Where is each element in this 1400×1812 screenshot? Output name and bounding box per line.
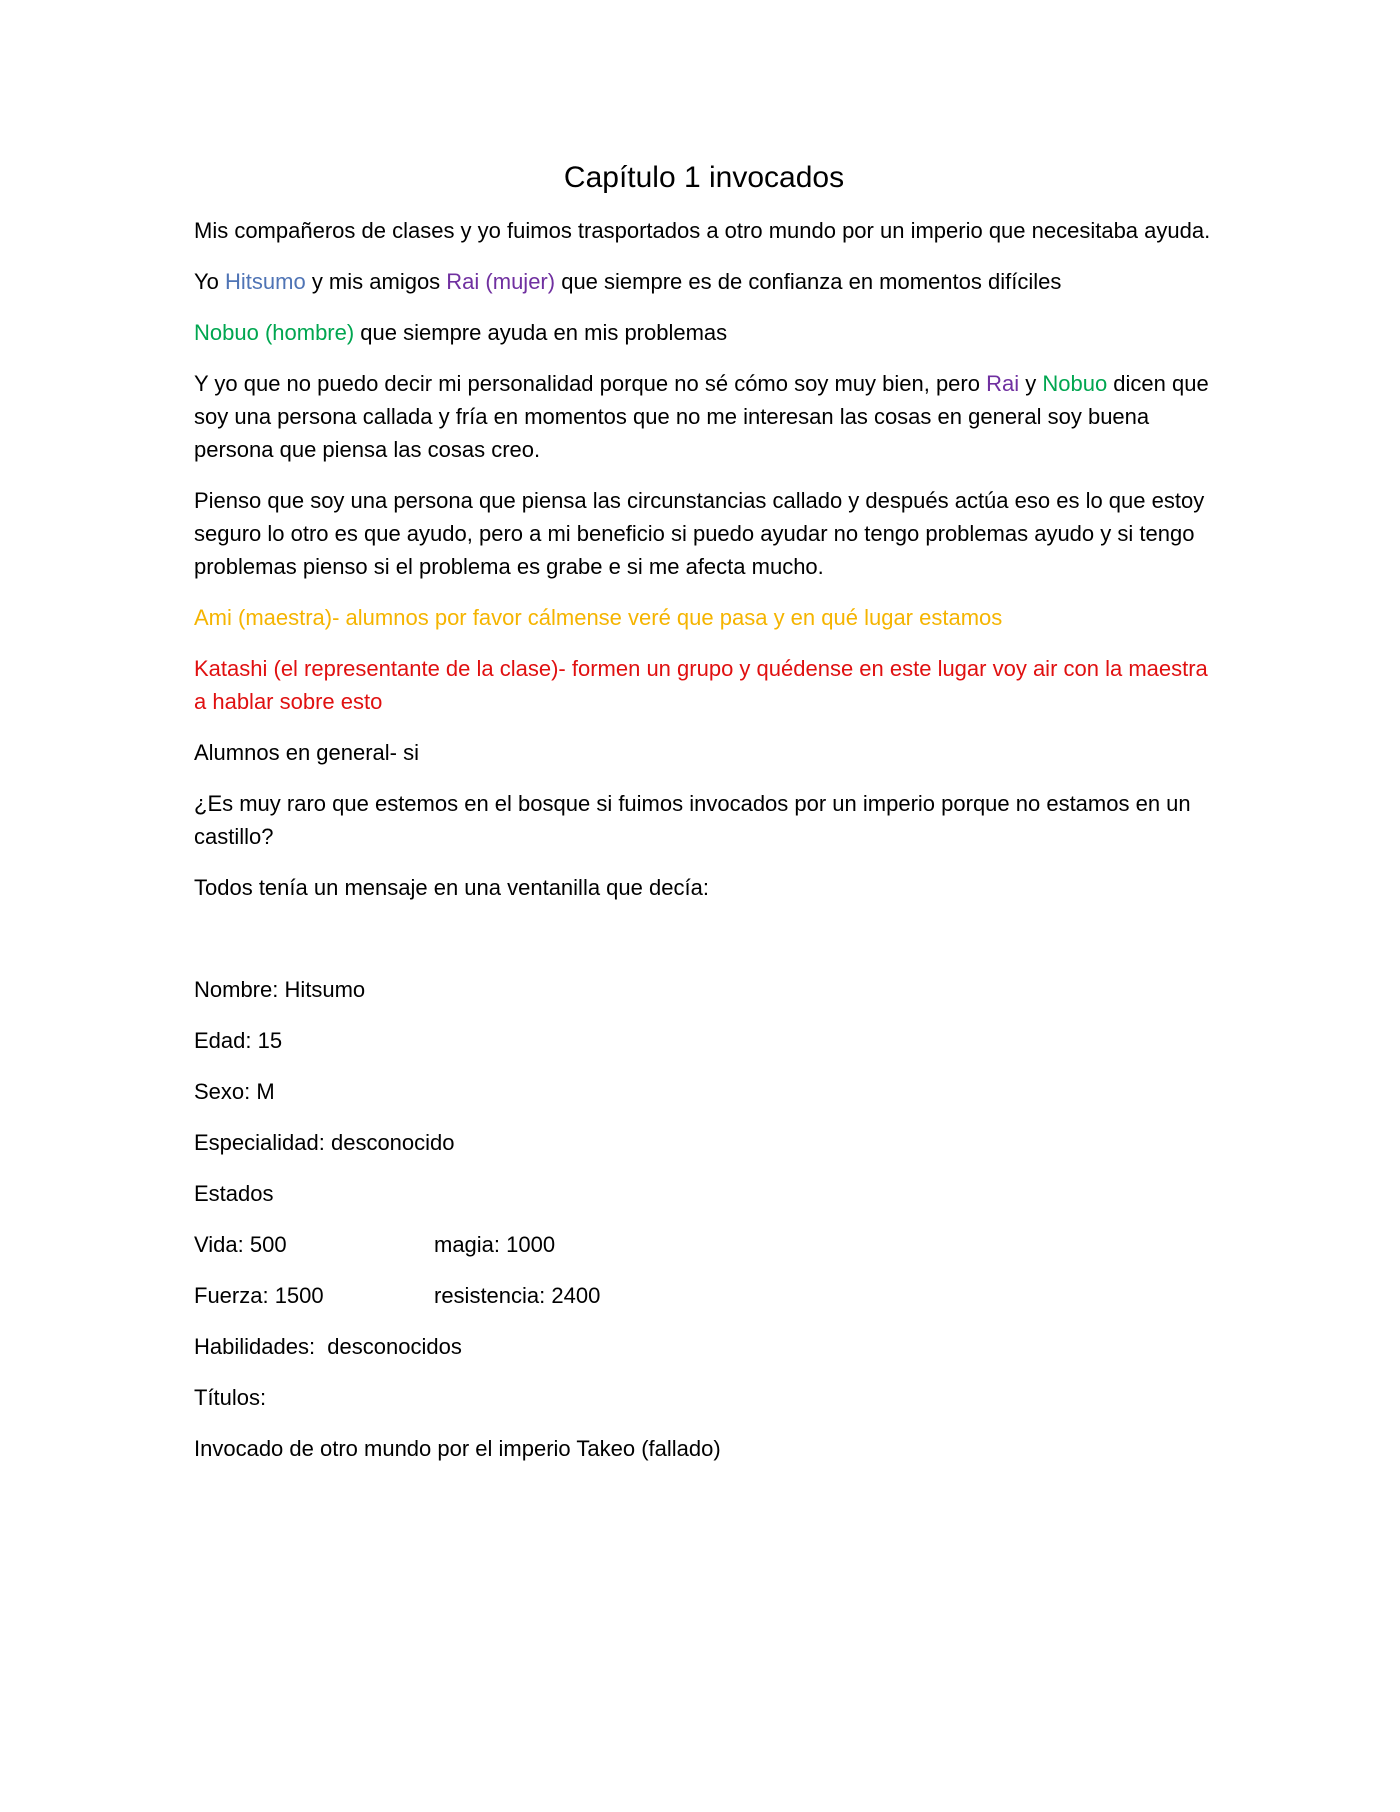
status-row-vida-magia bbox=[194, 1228, 1214, 1261]
text-run: y mis amigos bbox=[305, 269, 447, 294]
dialogue-students: Alumnos en general- si bbox=[194, 740, 420, 765]
document-body bbox=[194, 158, 1214, 1483]
name-hitsumo: Hitsumo bbox=[225, 269, 306, 294]
status-row-fuerza-resistencia bbox=[194, 1279, 1214, 1312]
status-estados: Estados bbox=[194, 1181, 274, 1206]
status-edad: Edad: 15 bbox=[194, 1028, 283, 1053]
paragraph-intro: Mis compañeros de clases y yo fuimos trasportados a otro mundo por un imperio que necesitaba ayuda. bbox=[194, 218, 1211, 243]
text-run: Yo bbox=[194, 269, 226, 294]
status-vida: Vida: 500 bbox=[194, 1232, 287, 1257]
paragraph-message: Todos tenía un mensaje en una ventanilla que decía: bbox=[194, 875, 709, 900]
text-run: y bbox=[1019, 371, 1043, 396]
name-nobuo: Nobuo bbox=[1042, 371, 1108, 396]
name-rai: Rai (mujer) bbox=[446, 269, 556, 294]
status-fuerza: Fuerza: 1500 bbox=[194, 1283, 324, 1308]
name-rai: Rai bbox=[986, 371, 1020, 396]
status-titulo-1: Invocado de otro mundo por el imperio Takeo (fallado) bbox=[194, 1436, 721, 1461]
status-especialidad: Especialidad: desconocido bbox=[194, 1130, 455, 1155]
paragraph-friends bbox=[194, 265, 1214, 298]
name-nobuo: Nobuo (hombre) bbox=[194, 320, 355, 345]
status-nombre: Nombre: Hitsumo bbox=[194, 977, 366, 1002]
paragraph-nobuo bbox=[194, 316, 1214, 349]
text-run: Y yo que no puedo decir mi personalidad porque no sé cómo soy muy bien, pero bbox=[194, 371, 987, 396]
paragraph-thinking: Pienso que soy una persona que piensa las circunstancias callado y después actúa eso es lo que estoy seguro lo otro es que ayudo, pero a mi beneficio si puedo ayudar no tengo problemas ayudo y si tengo problemas pienso si el problema es grabe e si me afecta mucho. bbox=[194, 488, 1205, 579]
dialogue-katashi: Katashi (el representante de la clase)- formen un grupo y quédense en este lugar voy air con la maestra a hablar sobre esto bbox=[194, 656, 1208, 714]
dialogue-ami: Ami (maestra)- alumnos por favor cálmense veré que pasa y en qué lugar estamos bbox=[194, 605, 1003, 630]
chapter-title: Capítulo 1 invocados bbox=[563, 161, 845, 194]
paragraph-personality bbox=[194, 367, 1214, 466]
blank-line bbox=[194, 922, 1214, 973]
status-titulos: Títulos: bbox=[194, 1385, 267, 1410]
status-sexo: Sexo: M bbox=[194, 1079, 275, 1104]
status-resistencia: resistencia: 2400 bbox=[434, 1283, 601, 1308]
text-run: dicen que soy una persona callada y fría en momentos que no me interesan las cosas en general soy buena persona que piensa las cosas creo. bbox=[194, 371, 1209, 462]
paragraph-question: ¿Es muy raro que estemos en el bosque si fuimos invocados por un imperio porque no estamos en un castillo? bbox=[194, 791, 1191, 849]
status-habilidades: Habilidades: desconocidos bbox=[194, 1334, 462, 1359]
text-run: que siempre ayuda en mis problemas bbox=[354, 320, 728, 345]
status-magia: magia: 1000 bbox=[434, 1232, 556, 1257]
text-run: que siempre es de confianza en momentos difíciles bbox=[555, 269, 1062, 294]
